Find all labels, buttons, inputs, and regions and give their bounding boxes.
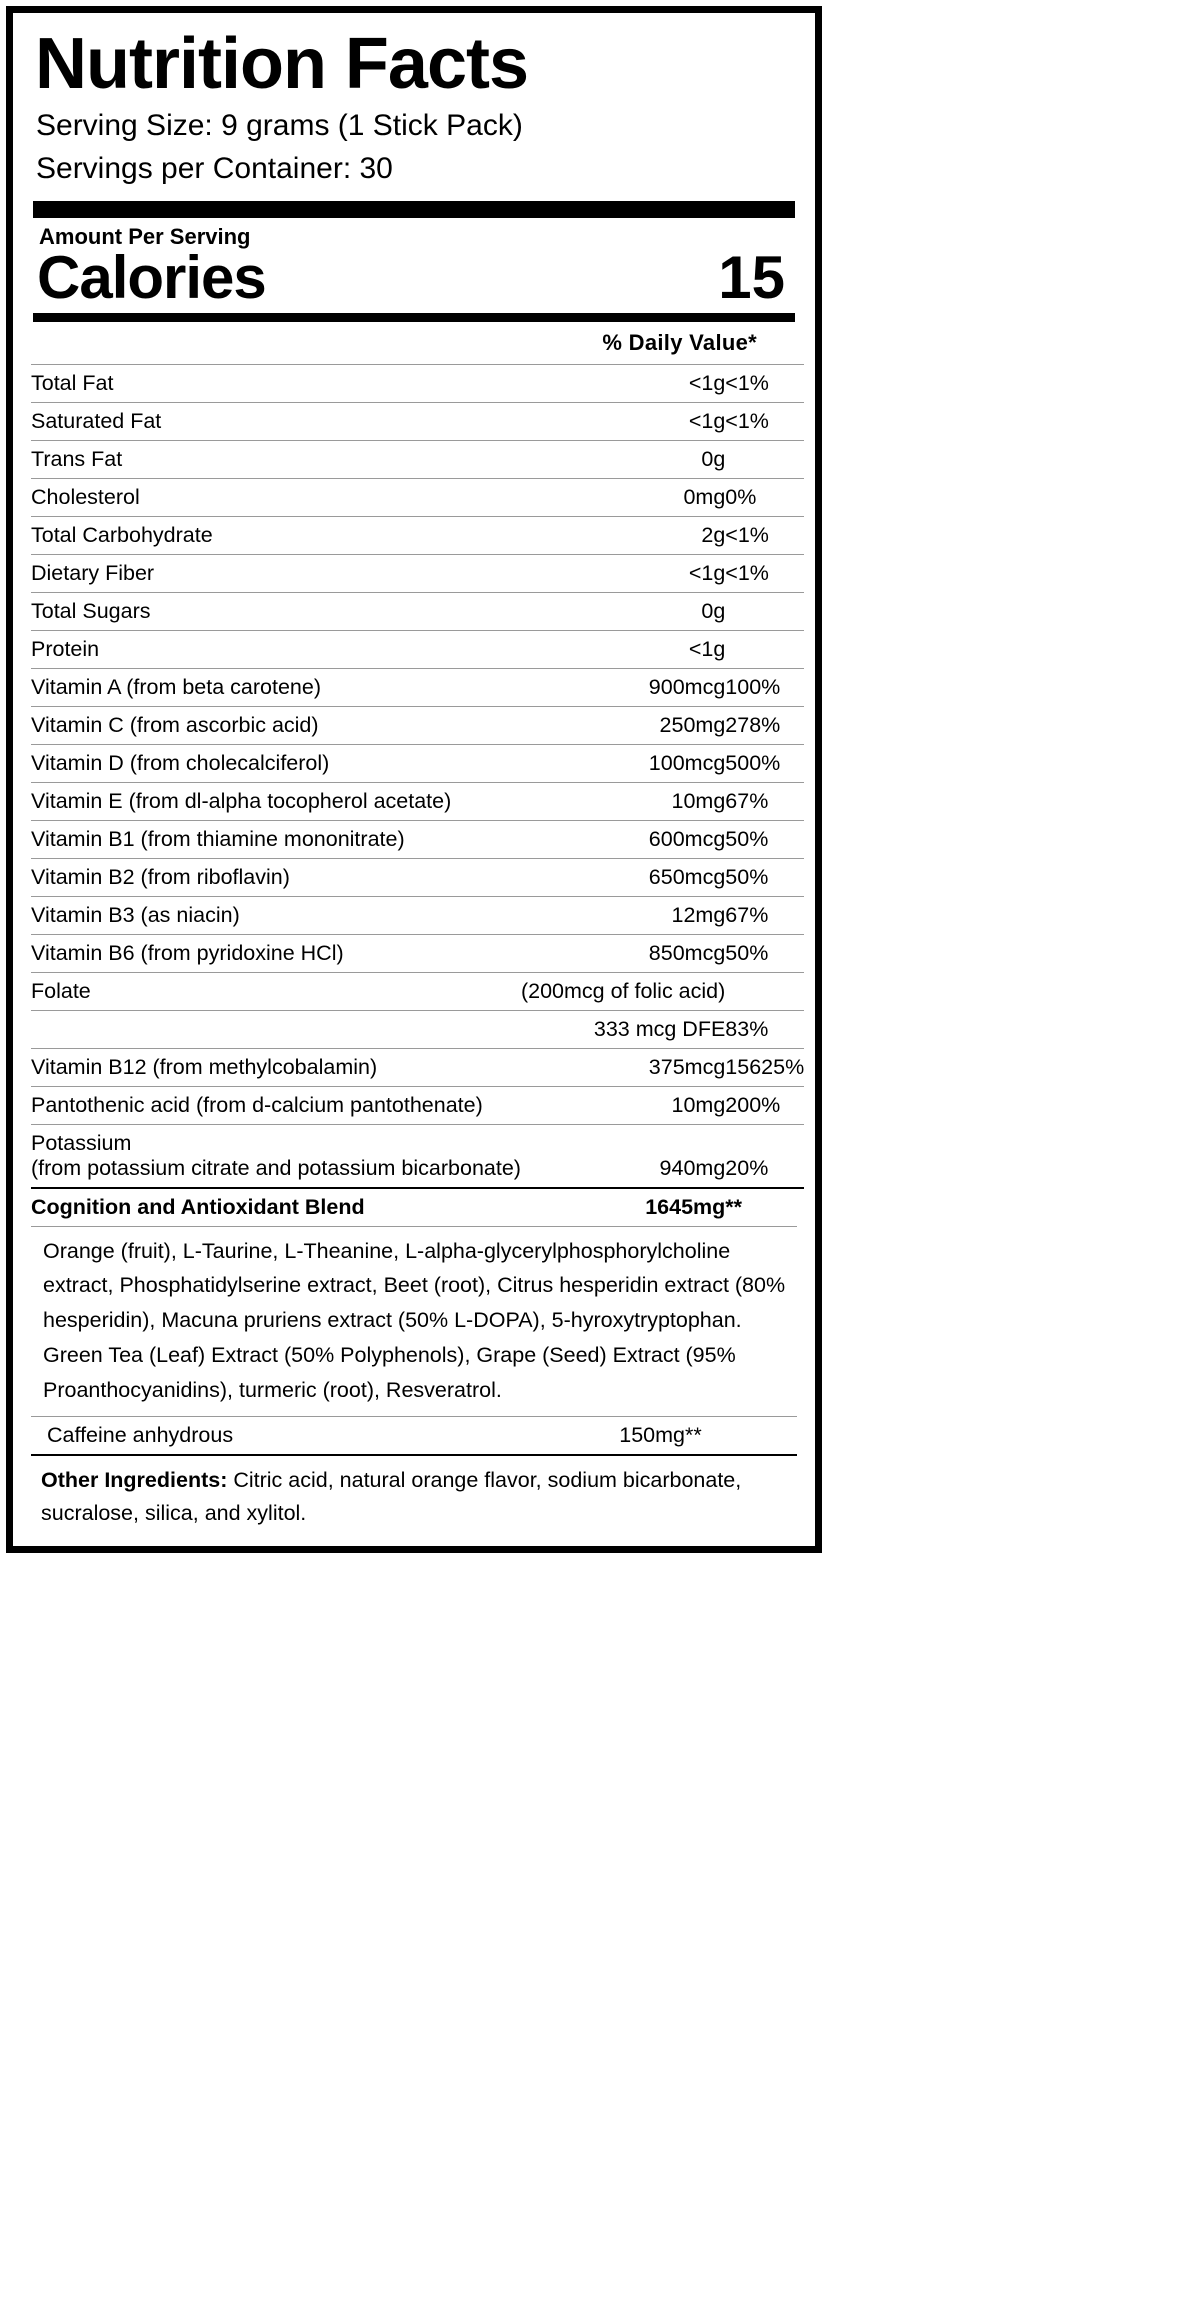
folate-dv: 83% [725, 1010, 804, 1048]
nutrient-dv: 50% [725, 820, 804, 858]
nutrient-dv: 278% [725, 706, 804, 744]
nutrient-name: Vitamin D (from cholecalciferol) [31, 744, 521, 782]
nutrient-name: Dietary Fiber [31, 554, 521, 592]
nutrient-dv: 67% [725, 896, 804, 934]
table-row [31, 820, 804, 858]
nutrient-name: Total Sugars [31, 592, 521, 630]
table-row [31, 440, 804, 478]
table-row [31, 364, 804, 402]
table-row [31, 592, 804, 630]
nutrient-amount: 600mcg [521, 820, 725, 858]
potassium-dv: 20% [725, 1124, 804, 1188]
potassium-cell [31, 1124, 521, 1188]
nutrient-amount: 2g [521, 516, 725, 554]
table-row-blend-header [31, 1188, 804, 1226]
nutrient-dv: <1% [725, 402, 804, 440]
nutrient-name: Vitamin A (from beta carotene) [31, 668, 521, 706]
nutrients-table [31, 364, 804, 1226]
potassium-source: (from potassium citrate and potassium bicarbonate) [31, 1155, 521, 1180]
nutrient-dv: 200% [725, 1086, 804, 1124]
table-row [31, 896, 804, 934]
nutrient-dv: 15625% [725, 1048, 804, 1086]
table-row [31, 668, 804, 706]
nutrient-name: Vitamin E (from dl-alpha tocopherol acetate) [31, 782, 521, 820]
nutrient-dv: 50% [725, 934, 804, 972]
serving-size-text: Serving Size: 9 grams (1 Stick Pack) [36, 108, 523, 142]
calories-label: Calories [37, 243, 266, 311]
nutrient-name: Vitamin B12 (from methylcobalamin) [31, 1048, 521, 1086]
nutrient-dv: <1% [725, 554, 804, 592]
caffeine-table [31, 1416, 797, 1454]
nutrient-dv: 50% [725, 858, 804, 896]
nutrient-amount: 0mg [521, 478, 725, 516]
table-row-folate [31, 972, 804, 1010]
nutrient-name: Vitamin B6 (from pyridoxine HCl) [31, 934, 521, 972]
nutrient-amount: 375mcg [521, 1048, 725, 1086]
table-row-folate-dfe [31, 1010, 804, 1048]
daily-value-header: % Daily Value* [602, 329, 757, 355]
nutrient-name: Cholesterol [31, 478, 521, 516]
caffeine-dv: ** [685, 1416, 797, 1454]
nutrient-name: Total Carbohydrate [31, 516, 521, 554]
nutrient-dv: 500% [725, 744, 804, 782]
nutrient-name: Pantothenic acid (from d-calcium pantothenate) [31, 1086, 521, 1124]
nutrient-amount: 100mcg [521, 744, 725, 782]
nutrient-dv: <1% [725, 364, 804, 402]
calories-value: 15 [718, 243, 785, 311]
other-ingredients-label: Other Ingredients: [41, 1467, 228, 1492]
table-row-caffeine [31, 1416, 797, 1454]
nutrient-name: Vitamin B2 (from riboflavin) [31, 858, 521, 896]
folate-note: (200mcg of folic acid) [521, 972, 725, 1010]
nutrient-name: Total Fat [31, 364, 521, 402]
nutrient-name: Protein [31, 630, 521, 668]
nutrient-amount: <1g [521, 630, 725, 668]
table-row-potassium [31, 1124, 804, 1188]
nutrient-amount: 10mg [521, 782, 725, 820]
nutrient-amount: 10mg [521, 1086, 725, 1124]
nutrient-name: Saturated Fat [31, 402, 521, 440]
potassium-name: Potassium [31, 1130, 132, 1155]
nutrient-amount: 0g [521, 592, 725, 630]
other-ingredients [31, 1454, 797, 1533]
nutrient-name: Trans Fat [31, 440, 521, 478]
table-row [31, 1048, 804, 1086]
table-row [31, 934, 804, 972]
table-row [31, 478, 804, 516]
nutrient-amount: 900mcg [521, 668, 725, 706]
nutrient-name: Vitamin B3 (as niacin) [31, 896, 521, 934]
nutrient-dv: <1% [725, 516, 804, 554]
other-ingredients-text: Citric acid, natural orange flavor, sodium bicarbonate, sucralose, silica, and xylitol. [41, 1467, 742, 1525]
nutrient-amount: 650mcg [521, 858, 725, 896]
nutrient-name: Folate [31, 972, 521, 1010]
blend-ingredients-text: Orange (fruit), L-Taurine, L-Theanine, L-alpha-glycerylphosphorylcholine extract, Phosphatidylserine extract, Beet (root), Citrus hesperidin extract (80% hesperidin), Macuna pruriens extract (50% L-DOPA), 5-hyroxytryptophan. Green Tea (Leaf) Extract (50% Polyphenols), Grape (Seed) Extract (95% Proanthocyanidins), turmeric (root), Resveratrol. [31, 1226, 797, 1416]
nutrient-amount: <1g [521, 364, 725, 402]
calories-row [31, 243, 797, 311]
table-row [31, 858, 804, 896]
nutrient-dv [725, 972, 804, 1010]
table-row [31, 516, 804, 554]
nutrient-amount: 250mg [521, 706, 725, 744]
nutrient-amount: 12mg [521, 896, 725, 934]
caffeine-amount: 150mg [535, 1416, 685, 1454]
table-row [31, 402, 804, 440]
nutrient-dv [725, 630, 804, 668]
nutrient-dv [725, 592, 804, 630]
nutrient-name: Vitamin B1 (from thiamine mononitrate) [31, 820, 521, 858]
page-title: Nutrition Facts [35, 24, 529, 104]
table-row [31, 744, 804, 782]
nutrient-dv: 67% [725, 782, 804, 820]
table-row [31, 554, 804, 592]
blend-dv: ** [725, 1188, 804, 1226]
nutrition-facts-panel [6, 6, 822, 1553]
caffeine-name: Caffeine anhydrous [31, 1416, 535, 1454]
folate-spacer [31, 1010, 521, 1048]
blend-amount: 1645mg [521, 1188, 725, 1226]
nutrient-dv: 0% [725, 478, 804, 516]
nutrient-name: Vitamin C (from ascorbic acid) [31, 706, 521, 744]
nutrient-dv: 100% [725, 668, 804, 706]
nutrient-amount: <1g [521, 554, 725, 592]
nutrient-amount: <1g [521, 402, 725, 440]
amount-per-serving-label: Amount Per Serving [39, 223, 251, 249]
table-row [31, 1086, 804, 1124]
divider-medium [33, 313, 795, 322]
potassium-amount: 940mg [521, 1124, 725, 1188]
folate-amount: 333 mcg DFE [521, 1010, 725, 1048]
table-row [31, 782, 804, 820]
servings-per-container-text: Servings per Container: 30 [36, 152, 393, 186]
blend-name: Cognition and Antioxidant Blend [31, 1188, 521, 1226]
divider-thick-top [33, 201, 795, 218]
table-row [31, 706, 804, 744]
table-row [31, 630, 804, 668]
nutrient-amount: 0g [521, 440, 725, 478]
nutrient-dv [725, 440, 804, 478]
nutrient-amount: 850mcg [521, 934, 725, 972]
